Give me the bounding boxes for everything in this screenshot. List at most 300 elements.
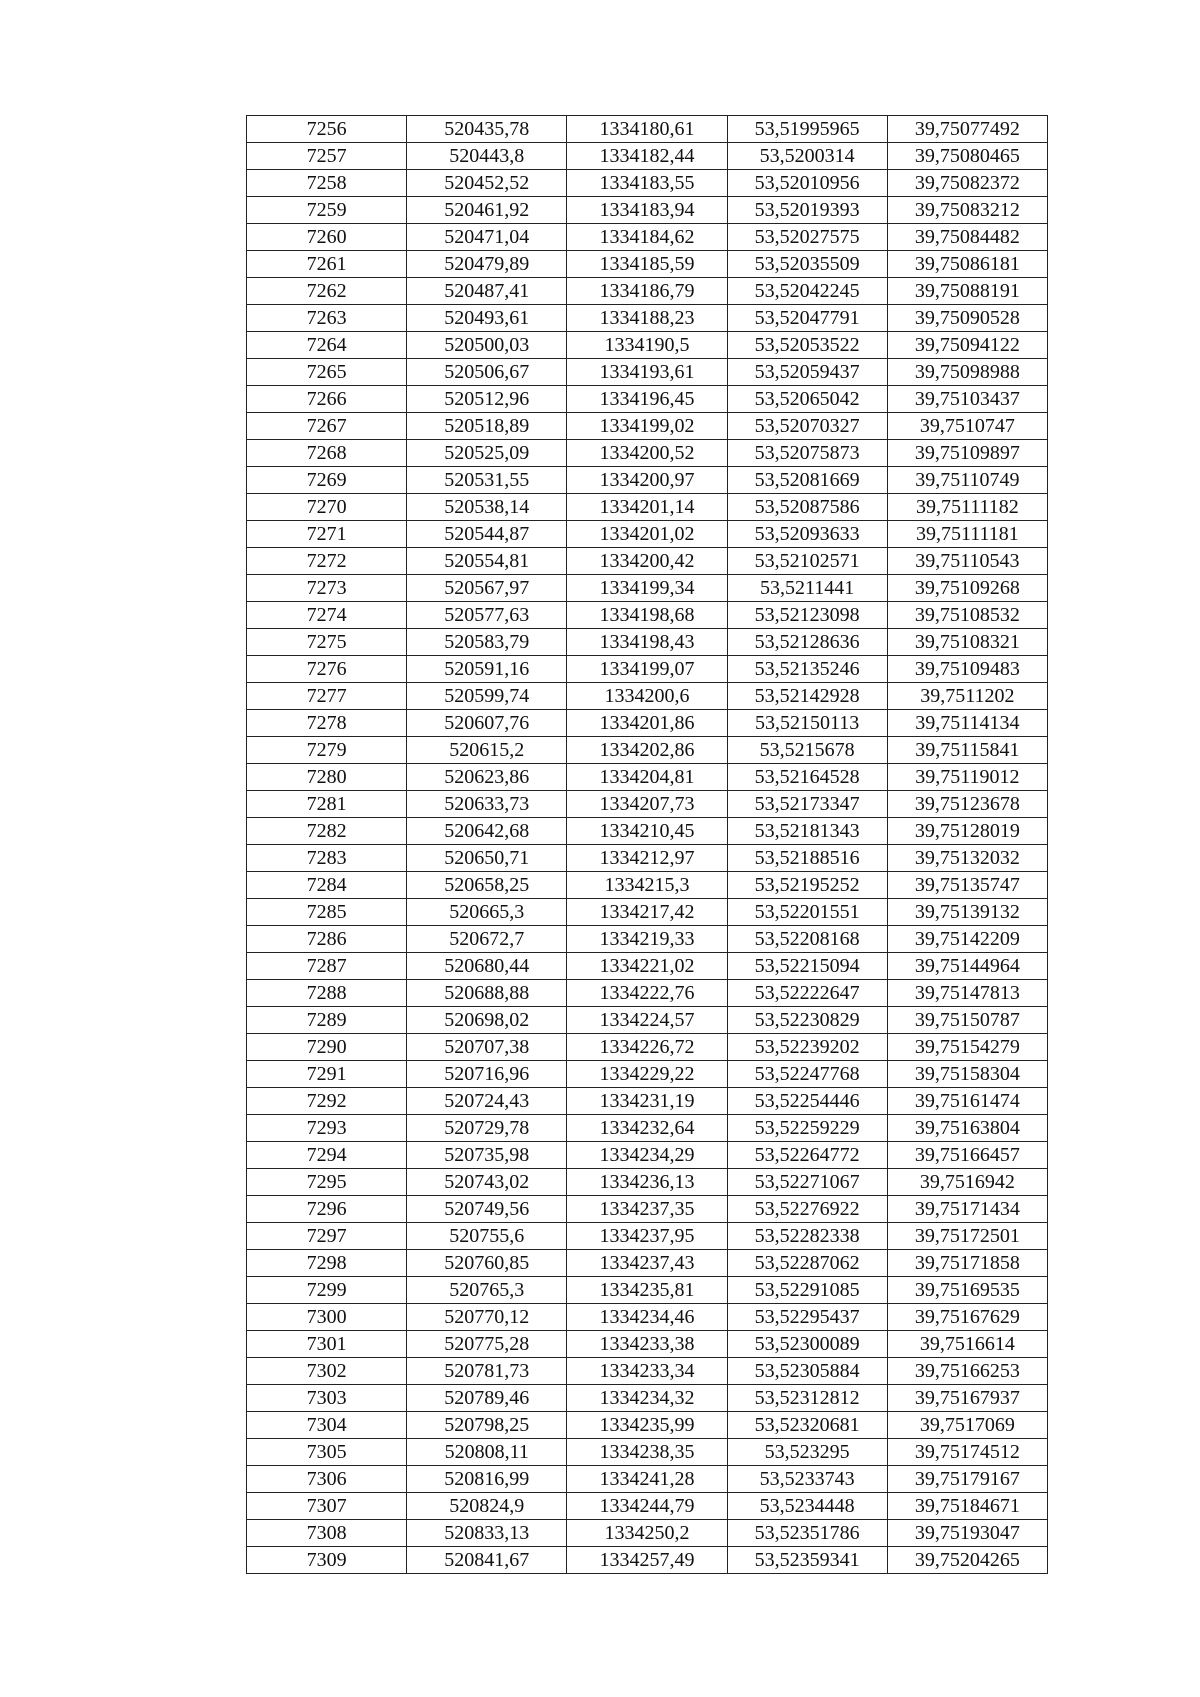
y-coordinate-cell: 1334233,38: [567, 1331, 727, 1358]
latitude-cell: 53,52059437: [727, 359, 887, 386]
table-row: [247, 1304, 1048, 1331]
y-coordinate-cell: 1334250,2: [567, 1520, 727, 1547]
longitude-cell: 39,75077492: [887, 116, 1047, 143]
y-coordinate-cell: 1334201,14: [567, 494, 727, 521]
longitude-cell: 39,75114134: [887, 710, 1047, 737]
table-row: [247, 1250, 1048, 1277]
latitude-cell: 53,52135246: [727, 656, 887, 683]
longitude-cell: 39,75135747: [887, 872, 1047, 899]
x-coordinate-cell: 520487,41: [407, 278, 567, 305]
point-number-cell: 7277: [247, 683, 407, 710]
y-coordinate-cell: 1334180,61: [567, 116, 727, 143]
point-number-cell: 7288: [247, 980, 407, 1007]
x-coordinate-cell: 520500,03: [407, 332, 567, 359]
longitude-cell: 39,75147813: [887, 980, 1047, 1007]
latitude-cell: 53,52027575: [727, 224, 887, 251]
x-coordinate-cell: 520781,73: [407, 1358, 567, 1385]
point-number-cell: 7275: [247, 629, 407, 656]
longitude-cell: 39,75179167: [887, 1466, 1047, 1493]
x-coordinate-cell: 520789,46: [407, 1385, 567, 1412]
point-number-cell: 7300: [247, 1304, 407, 1331]
point-number-cell: 7293: [247, 1115, 407, 1142]
y-coordinate-cell: 1334212,97: [567, 845, 727, 872]
y-coordinate-cell: 1334221,02: [567, 953, 727, 980]
x-coordinate-cell: 520512,96: [407, 386, 567, 413]
y-coordinate-cell: 1334217,42: [567, 899, 727, 926]
latitude-cell: 53,52035509: [727, 251, 887, 278]
longitude-cell: 39,75193047: [887, 1520, 1047, 1547]
table-row: [247, 413, 1048, 440]
x-coordinate-cell: 520443,8: [407, 143, 567, 170]
table-row: [247, 980, 1048, 1007]
longitude-cell: 39,7510747: [887, 413, 1047, 440]
point-number-cell: 7284: [247, 872, 407, 899]
point-number-cell: 7289: [247, 1007, 407, 1034]
table-row: [247, 656, 1048, 683]
y-coordinate-cell: 1334232,64: [567, 1115, 727, 1142]
longitude-cell: 39,75144964: [887, 953, 1047, 980]
longitude-cell: 39,75110749: [887, 467, 1047, 494]
x-coordinate-cell: 520461,92: [407, 197, 567, 224]
latitude-cell: 53,52093633: [727, 521, 887, 548]
x-coordinate-cell: 520567,97: [407, 575, 567, 602]
y-coordinate-cell: 1334200,6: [567, 683, 727, 710]
latitude-cell: 53,52128636: [727, 629, 887, 656]
latitude-cell: 53,52215094: [727, 953, 887, 980]
longitude-cell: 39,75086181: [887, 251, 1047, 278]
latitude-cell: 53,52201551: [727, 899, 887, 926]
y-coordinate-cell: 1334204,81: [567, 764, 727, 791]
x-coordinate-cell: 520658,25: [407, 872, 567, 899]
latitude-cell: 53,52271067: [727, 1169, 887, 1196]
point-number-cell: 7261: [247, 251, 407, 278]
point-number-cell: 7273: [247, 575, 407, 602]
x-coordinate-cell: 520577,63: [407, 602, 567, 629]
longitude-cell: 39,75109268: [887, 575, 1047, 602]
x-coordinate-cell: 520716,96: [407, 1061, 567, 1088]
y-coordinate-cell: 1334234,32: [567, 1385, 727, 1412]
latitude-cell: 53,52208168: [727, 926, 887, 953]
y-coordinate-cell: 1334231,19: [567, 1088, 727, 1115]
x-coordinate-cell: 520816,99: [407, 1466, 567, 1493]
longitude-cell: 39,75171434: [887, 1196, 1047, 1223]
table-row: [247, 1007, 1048, 1034]
point-number-cell: 7298: [247, 1250, 407, 1277]
x-coordinate-cell: 520538,14: [407, 494, 567, 521]
latitude-cell: 53,52305884: [727, 1358, 887, 1385]
point-number-cell: 7276: [247, 656, 407, 683]
longitude-cell: 39,75174512: [887, 1439, 1047, 1466]
point-number-cell: 7286: [247, 926, 407, 953]
longitude-cell: 39,75082372: [887, 170, 1047, 197]
longitude-cell: 39,75110543: [887, 548, 1047, 575]
longitude-cell: 39,75123678: [887, 791, 1047, 818]
table-row: [247, 818, 1048, 845]
x-coordinate-cell: 520554,81: [407, 548, 567, 575]
x-coordinate-cell: 520760,85: [407, 1250, 567, 1277]
point-number-cell: 7280: [247, 764, 407, 791]
table-row: [247, 791, 1048, 818]
latitude-cell: 53,52222647: [727, 980, 887, 1007]
latitude-cell: 53,52053522: [727, 332, 887, 359]
y-coordinate-cell: 1334236,13: [567, 1169, 727, 1196]
point-number-cell: 7291: [247, 1061, 407, 1088]
table-row: [247, 764, 1048, 791]
x-coordinate-cell: 520808,11: [407, 1439, 567, 1466]
latitude-cell: 53,52195252: [727, 872, 887, 899]
table-row: [247, 224, 1048, 251]
point-number-cell: 7290: [247, 1034, 407, 1061]
point-number-cell: 7283: [247, 845, 407, 872]
latitude-cell: 53,52359341: [727, 1547, 887, 1574]
x-coordinate-cell: 520493,61: [407, 305, 567, 332]
longitude-cell: 39,75158304: [887, 1061, 1047, 1088]
longitude-cell: 39,75111182: [887, 494, 1047, 521]
longitude-cell: 39,75139132: [887, 899, 1047, 926]
point-number-cell: 7263: [247, 305, 407, 332]
latitude-cell: 53,52230829: [727, 1007, 887, 1034]
latitude-cell: 53,52312812: [727, 1385, 887, 1412]
x-coordinate-cell: 520650,71: [407, 845, 567, 872]
y-coordinate-cell: 1334198,43: [567, 629, 727, 656]
y-coordinate-cell: 1334237,43: [567, 1250, 727, 1277]
point-number-cell: 7265: [247, 359, 407, 386]
y-coordinate-cell: 1334183,94: [567, 197, 727, 224]
longitude-cell: 39,7516942: [887, 1169, 1047, 1196]
point-number-cell: 7285: [247, 899, 407, 926]
point-number-cell: 7267: [247, 413, 407, 440]
point-number-cell: 7278: [247, 710, 407, 737]
latitude-cell: 53,52102571: [727, 548, 887, 575]
longitude-cell: 39,75204265: [887, 1547, 1047, 1574]
y-coordinate-cell: 1334222,76: [567, 980, 727, 1007]
point-number-cell: 7258: [247, 170, 407, 197]
point-number-cell: 7269: [247, 467, 407, 494]
longitude-cell: 39,7511202: [887, 683, 1047, 710]
latitude-cell: 53,52173347: [727, 791, 887, 818]
longitude-cell: 39,75108532: [887, 602, 1047, 629]
x-coordinate-cell: 520770,12: [407, 1304, 567, 1331]
x-coordinate-cell: 520583,79: [407, 629, 567, 656]
latitude-cell: 53,5200314: [727, 143, 887, 170]
point-number-cell: 7309: [247, 1547, 407, 1574]
x-coordinate-cell: 520735,98: [407, 1142, 567, 1169]
table-row: [247, 1466, 1048, 1493]
point-number-cell: 7260: [247, 224, 407, 251]
table-row: [247, 926, 1048, 953]
table-row: [247, 386, 1048, 413]
table-row: [247, 602, 1048, 629]
table-row: [247, 1385, 1048, 1412]
x-coordinate-cell: 520623,86: [407, 764, 567, 791]
table-row: [247, 116, 1048, 143]
latitude-cell: 53,52065042: [727, 386, 887, 413]
latitude-cell: 53,52188516: [727, 845, 887, 872]
latitude-cell: 53,52239202: [727, 1034, 887, 1061]
table-row: [247, 1088, 1048, 1115]
latitude-cell: 53,52070327: [727, 413, 887, 440]
latitude-cell: 53,52123098: [727, 602, 887, 629]
table-row: [247, 683, 1048, 710]
point-number-cell: 7294: [247, 1142, 407, 1169]
longitude-cell: 39,75111181: [887, 521, 1047, 548]
y-coordinate-cell: 1334234,46: [567, 1304, 727, 1331]
x-coordinate-cell: 520688,88: [407, 980, 567, 1007]
table-row: [247, 1034, 1048, 1061]
point-number-cell: 7292: [247, 1088, 407, 1115]
latitude-cell: 53,52142928: [727, 683, 887, 710]
latitude-cell: 53,52254446: [727, 1088, 887, 1115]
point-number-cell: 7304: [247, 1412, 407, 1439]
table-row: [247, 1412, 1048, 1439]
longitude-cell: 39,75103437: [887, 386, 1047, 413]
table-row: [247, 1547, 1048, 1574]
y-coordinate-cell: 1334200,42: [567, 548, 727, 575]
y-coordinate-cell: 1334188,23: [567, 305, 727, 332]
x-coordinate-cell: 520707,38: [407, 1034, 567, 1061]
y-coordinate-cell: 1334186,79: [567, 278, 727, 305]
table-row: [247, 305, 1048, 332]
longitude-cell: 39,75108321: [887, 629, 1047, 656]
table-row: [247, 278, 1048, 305]
table-row: [247, 899, 1048, 926]
x-coordinate-cell: 520525,09: [407, 440, 567, 467]
table-row: [247, 440, 1048, 467]
table-row: [247, 737, 1048, 764]
point-number-cell: 7297: [247, 1223, 407, 1250]
longitude-cell: 39,75171858: [887, 1250, 1047, 1277]
y-coordinate-cell: 1334219,33: [567, 926, 727, 953]
latitude-cell: 53,5234448: [727, 1493, 887, 1520]
longitude-cell: 39,75166253: [887, 1358, 1047, 1385]
table-row: [247, 1169, 1048, 1196]
y-coordinate-cell: 1334199,02: [567, 413, 727, 440]
x-coordinate-cell: 520642,68: [407, 818, 567, 845]
y-coordinate-cell: 1334200,97: [567, 467, 727, 494]
x-coordinate-cell: 520471,04: [407, 224, 567, 251]
longitude-cell: 39,7517069: [887, 1412, 1047, 1439]
x-coordinate-cell: 520544,87: [407, 521, 567, 548]
y-coordinate-cell: 1334238,35: [567, 1439, 727, 1466]
longitude-cell: 39,75088191: [887, 278, 1047, 305]
y-coordinate-cell: 1334182,44: [567, 143, 727, 170]
point-number-cell: 7308: [247, 1520, 407, 1547]
table-row: [247, 1277, 1048, 1304]
latitude-cell: 53,52282338: [727, 1223, 887, 1250]
x-coordinate-cell: 520824,9: [407, 1493, 567, 1520]
longitude-cell: 39,75154279: [887, 1034, 1047, 1061]
table-row: [247, 872, 1048, 899]
x-coordinate-cell: 520518,89: [407, 413, 567, 440]
longitude-cell: 39,75167937: [887, 1385, 1047, 1412]
latitude-cell: 53,52150113: [727, 710, 887, 737]
point-number-cell: 7268: [247, 440, 407, 467]
x-coordinate-cell: 520724,43: [407, 1088, 567, 1115]
x-coordinate-cell: 520672,7: [407, 926, 567, 953]
latitude-cell: 53,52164528: [727, 764, 887, 791]
y-coordinate-cell: 1334184,62: [567, 224, 727, 251]
x-coordinate-cell: 520680,44: [407, 953, 567, 980]
longitude-cell: 39,7516614: [887, 1331, 1047, 1358]
point-number-cell: 7299: [247, 1277, 407, 1304]
point-number-cell: 7274: [247, 602, 407, 629]
latitude-cell: 53,52247768: [727, 1061, 887, 1088]
table-row: [247, 467, 1048, 494]
latitude-cell: 53,52276922: [727, 1196, 887, 1223]
latitude-cell: 53,52042245: [727, 278, 887, 305]
point-number-cell: 7264: [247, 332, 407, 359]
point-number-cell: 7270: [247, 494, 407, 521]
latitude-cell: 53,523295: [727, 1439, 887, 1466]
x-coordinate-cell: 520435,78: [407, 116, 567, 143]
point-number-cell: 7282: [247, 818, 407, 845]
longitude-cell: 39,75142209: [887, 926, 1047, 953]
point-number-cell: 7302: [247, 1358, 407, 1385]
table-row: [247, 251, 1048, 278]
y-coordinate-cell: 1334199,34: [567, 575, 727, 602]
point-number-cell: 7256: [247, 116, 407, 143]
y-coordinate-cell: 1334234,29: [567, 1142, 727, 1169]
longitude-cell: 39,75115841: [887, 737, 1047, 764]
latitude-cell: 53,52259229: [727, 1115, 887, 1142]
longitude-cell: 39,75128019: [887, 818, 1047, 845]
longitude-cell: 39,75163804: [887, 1115, 1047, 1142]
point-number-cell: 7303: [247, 1385, 407, 1412]
longitude-cell: 39,75109483: [887, 656, 1047, 683]
y-coordinate-cell: 1334200,52: [567, 440, 727, 467]
longitude-cell: 39,75094122: [887, 332, 1047, 359]
table-row: [247, 1439, 1048, 1466]
table-row: [247, 1142, 1048, 1169]
latitude-cell: 53,5233743: [727, 1466, 887, 1493]
point-number-cell: 7281: [247, 791, 407, 818]
y-coordinate-cell: 1334244,79: [567, 1493, 727, 1520]
point-number-cell: 7266: [247, 386, 407, 413]
point-number-cell: 7305: [247, 1439, 407, 1466]
y-coordinate-cell: 1334233,34: [567, 1358, 727, 1385]
point-number-cell: 7271: [247, 521, 407, 548]
x-coordinate-cell: 520615,2: [407, 737, 567, 764]
longitude-cell: 39,75167629: [887, 1304, 1047, 1331]
table-row: [247, 1223, 1048, 1250]
point-number-cell: 7296: [247, 1196, 407, 1223]
y-coordinate-cell: 1334207,73: [567, 791, 727, 818]
x-coordinate-cell: 520607,76: [407, 710, 567, 737]
coordinates-table: [246, 115, 1048, 1574]
table-row: [247, 548, 1048, 575]
x-coordinate-cell: 520531,55: [407, 467, 567, 494]
point-number-cell: 7259: [247, 197, 407, 224]
y-coordinate-cell: 1334229,22: [567, 1061, 727, 1088]
x-coordinate-cell: 520665,3: [407, 899, 567, 926]
y-coordinate-cell: 1334210,45: [567, 818, 727, 845]
latitude-cell: 53,5211441: [727, 575, 887, 602]
x-coordinate-cell: 520775,28: [407, 1331, 567, 1358]
point-number-cell: 7306: [247, 1466, 407, 1493]
x-coordinate-cell: 520833,13: [407, 1520, 567, 1547]
longitude-cell: 39,75172501: [887, 1223, 1047, 1250]
table-row: [247, 1520, 1048, 1547]
longitude-cell: 39,75161474: [887, 1088, 1047, 1115]
y-coordinate-cell: 1334201,86: [567, 710, 727, 737]
x-coordinate-cell: 520506,67: [407, 359, 567, 386]
latitude-cell: 53,52287062: [727, 1250, 887, 1277]
longitude-cell: 39,75083212: [887, 197, 1047, 224]
y-coordinate-cell: 1334237,35: [567, 1196, 727, 1223]
longitude-cell: 39,75150787: [887, 1007, 1047, 1034]
x-coordinate-cell: 520591,16: [407, 656, 567, 683]
y-coordinate-cell: 1334183,55: [567, 170, 727, 197]
point-number-cell: 7257: [247, 143, 407, 170]
latitude-cell: 53,52295437: [727, 1304, 887, 1331]
table-row: [247, 494, 1048, 521]
latitude-cell: 53,52291085: [727, 1277, 887, 1304]
longitude-cell: 39,75184671: [887, 1493, 1047, 1520]
y-coordinate-cell: 1334198,68: [567, 602, 727, 629]
latitude-cell: 53,52181343: [727, 818, 887, 845]
table-row: [247, 1061, 1048, 1088]
table-row: [247, 1493, 1048, 1520]
latitude-cell: 53,52019393: [727, 197, 887, 224]
x-coordinate-cell: 520729,78: [407, 1115, 567, 1142]
latitude-cell: 53,52300089: [727, 1331, 887, 1358]
x-coordinate-cell: 520749,56: [407, 1196, 567, 1223]
latitude-cell: 53,52264772: [727, 1142, 887, 1169]
x-coordinate-cell: 520599,74: [407, 683, 567, 710]
table-row: [247, 845, 1048, 872]
longitude-cell: 39,75166457: [887, 1142, 1047, 1169]
table-row: [247, 332, 1048, 359]
y-coordinate-cell: 1334241,28: [567, 1466, 727, 1493]
longitude-cell: 39,75090528: [887, 305, 1047, 332]
latitude-cell: 53,52010956: [727, 170, 887, 197]
y-coordinate-cell: 1334235,81: [567, 1277, 727, 1304]
x-coordinate-cell: 520452,52: [407, 170, 567, 197]
point-number-cell: 7262: [247, 278, 407, 305]
latitude-cell: 53,52351786: [727, 1520, 887, 1547]
longitude-cell: 39,75080465: [887, 143, 1047, 170]
latitude-cell: 53,52081669: [727, 467, 887, 494]
table-row: [247, 1358, 1048, 1385]
x-coordinate-cell: 520841,67: [407, 1547, 567, 1574]
point-number-cell: 7301: [247, 1331, 407, 1358]
table-row: [247, 1115, 1048, 1142]
longitude-cell: 39,75098988: [887, 359, 1047, 386]
table-row: [247, 1331, 1048, 1358]
longitude-cell: 39,75132032: [887, 845, 1047, 872]
point-number-cell: 7272: [247, 548, 407, 575]
y-coordinate-cell: 1334201,02: [567, 521, 727, 548]
y-coordinate-cell: 1334224,57: [567, 1007, 727, 1034]
x-coordinate-cell: 520479,89: [407, 251, 567, 278]
x-coordinate-cell: 520698,02: [407, 1007, 567, 1034]
y-coordinate-cell: 1334202,86: [567, 737, 727, 764]
table-row: [247, 170, 1048, 197]
y-coordinate-cell: 1334199,07: [567, 656, 727, 683]
y-coordinate-cell: 1334190,5: [567, 332, 727, 359]
longitude-cell: 39,75169535: [887, 1277, 1047, 1304]
point-number-cell: 7287: [247, 953, 407, 980]
coordinates-table-body: [247, 116, 1048, 1574]
latitude-cell: 53,51995965: [727, 116, 887, 143]
y-coordinate-cell: 1334215,3: [567, 872, 727, 899]
point-number-cell: 7279: [247, 737, 407, 764]
table-row: [247, 629, 1048, 656]
table-row: [247, 521, 1048, 548]
y-coordinate-cell: 1334185,59: [567, 251, 727, 278]
x-coordinate-cell: 520765,3: [407, 1277, 567, 1304]
table-row: [247, 197, 1048, 224]
